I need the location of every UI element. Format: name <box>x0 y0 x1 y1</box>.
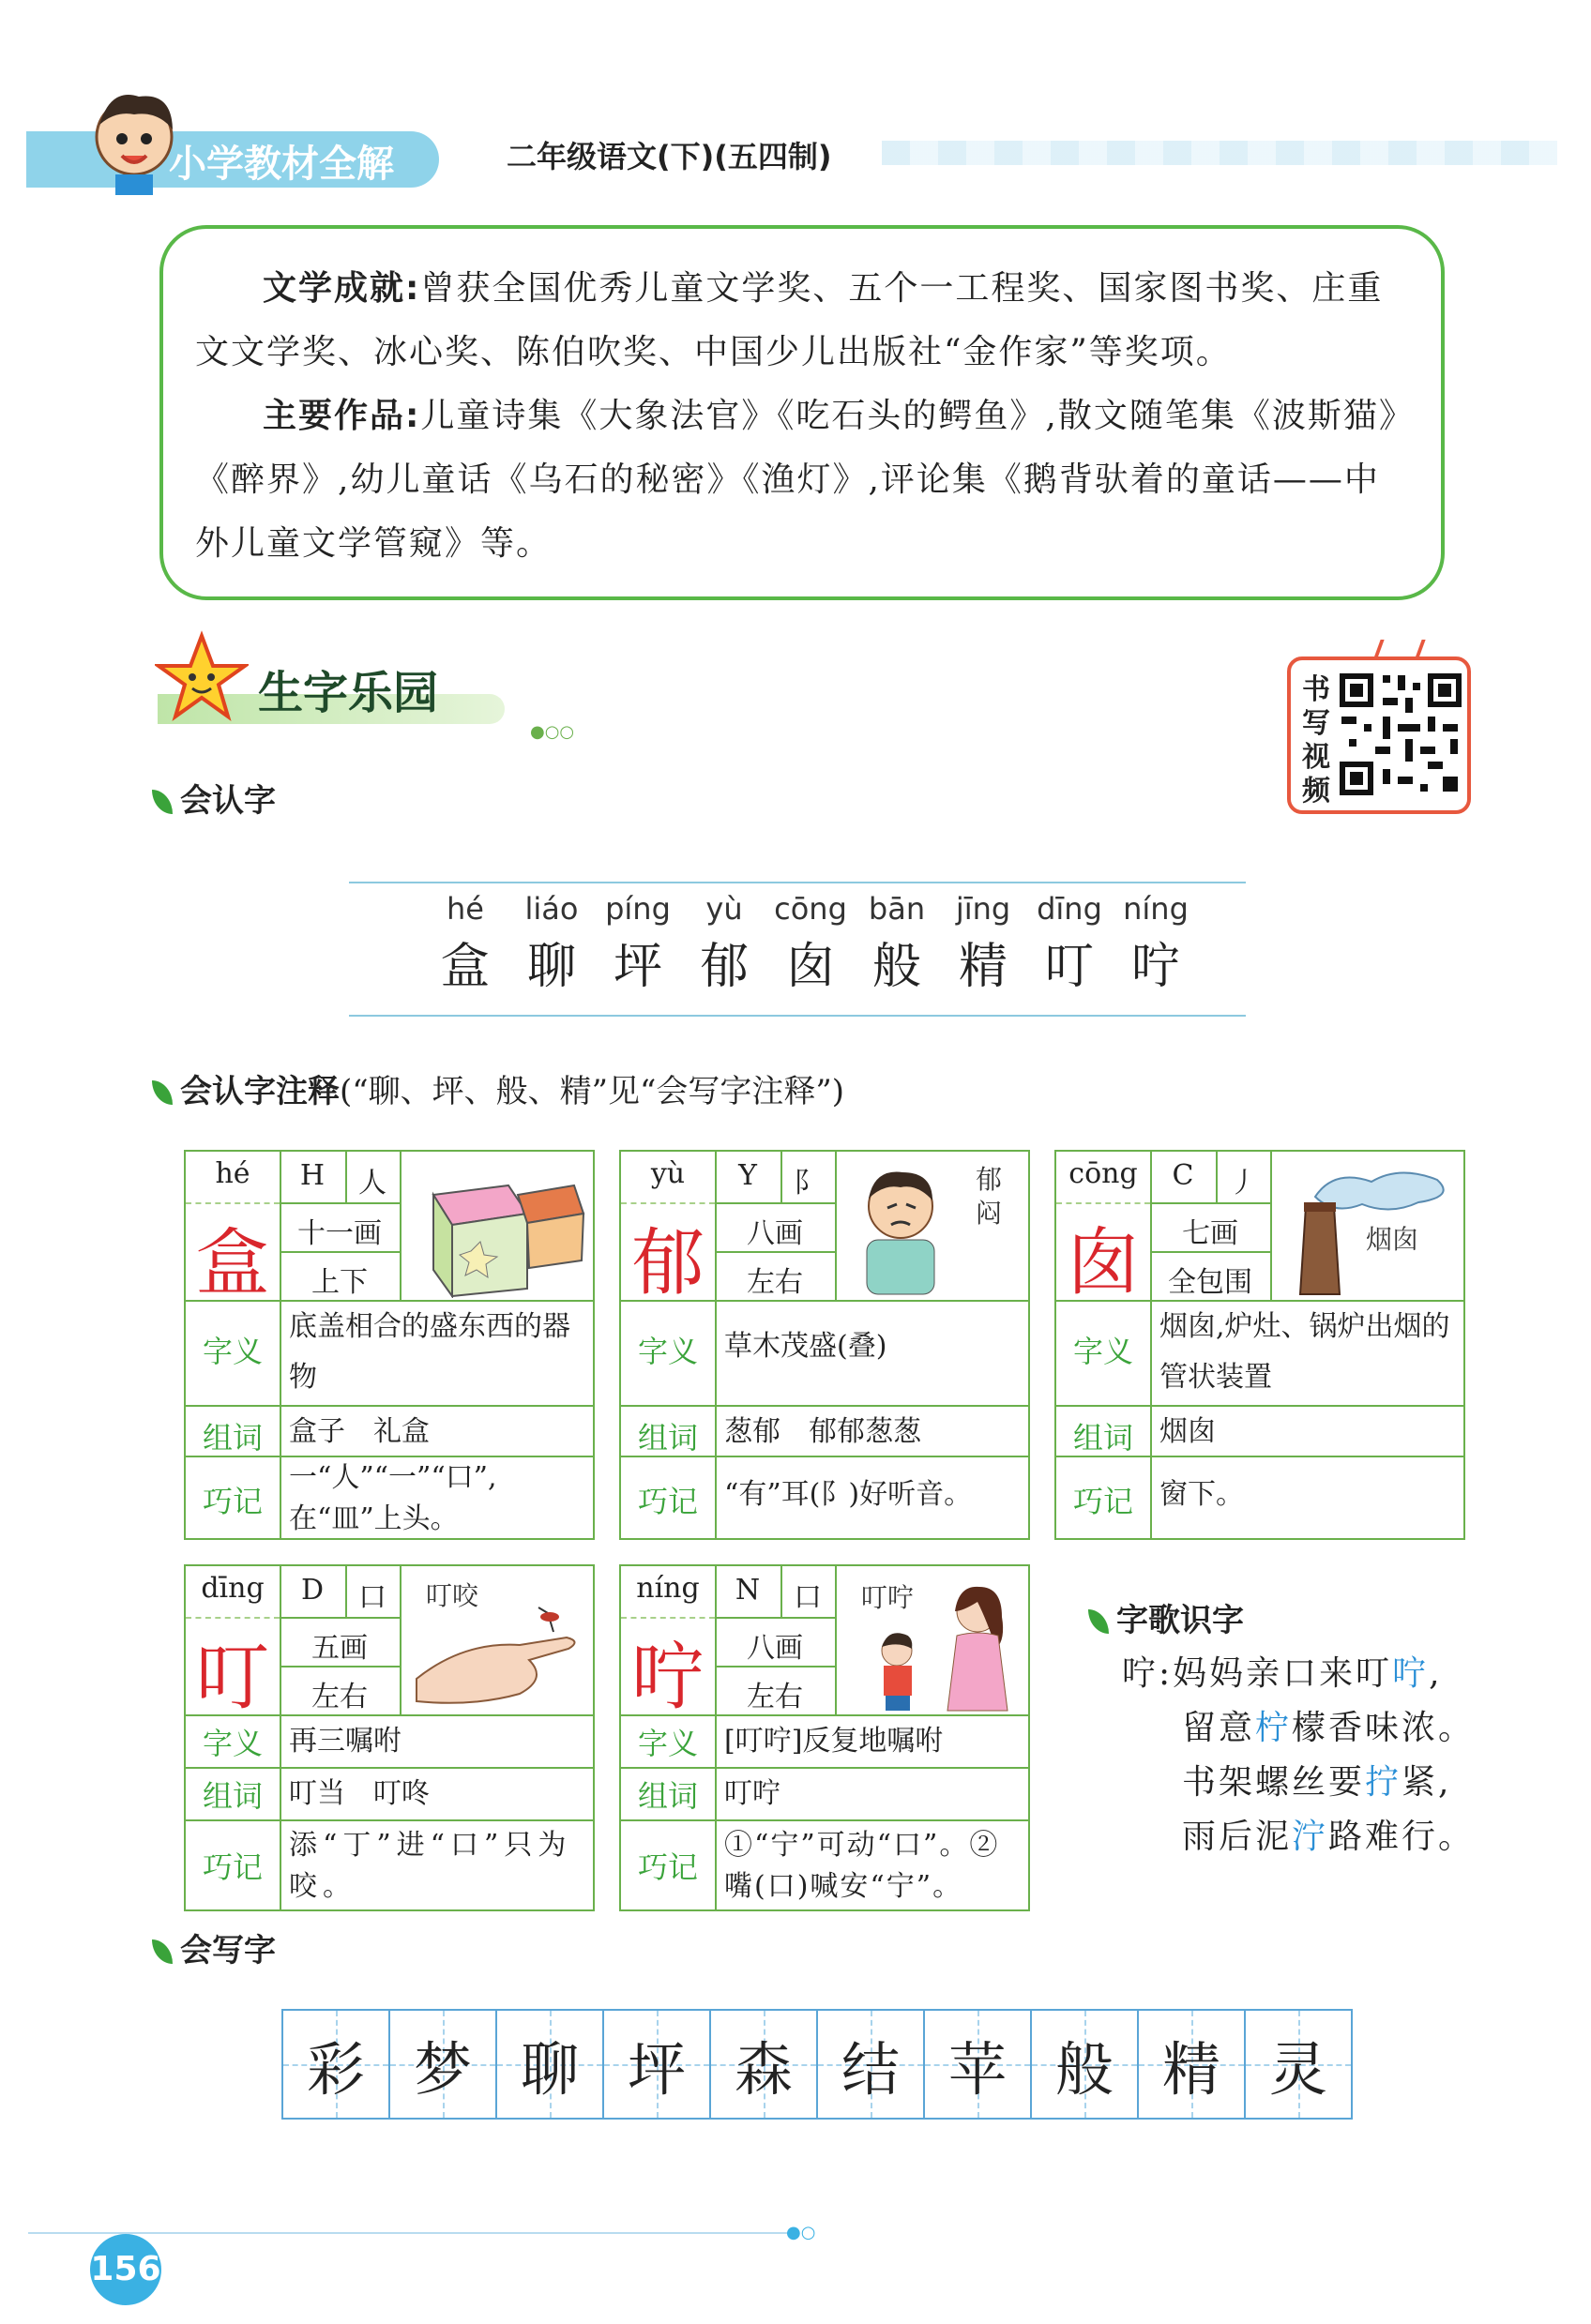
card-meaning-label: 字义 <box>1072 1334 1133 1369</box>
write-cell: 坪 <box>604 2011 711 2118</box>
card-strokes: 十一画 <box>297 1217 382 1250</box>
section-dots: ●○○ <box>530 722 575 742</box>
recognize-char-list <box>422 891 1199 997</box>
mother-child-image <box>846 1574 1024 1713</box>
brand-name: 小学教材全解 <box>169 143 394 186</box>
card-pinyin: níng <box>636 1572 700 1605</box>
leaf-icon <box>152 790 173 814</box>
card-meaning-label: 字义 <box>637 1334 698 1369</box>
qr-label: 书写视频 <box>1302 673 1330 807</box>
card-strokes: 八画 <box>747 1217 803 1250</box>
card-structure: 上下 <box>311 1266 368 1299</box>
card-words: 盒子 礼盒 <box>289 1415 430 1448</box>
card-words-label: 组词 <box>637 1778 698 1814</box>
song-line: 留意柠檬香味浓。 <box>1182 1709 1476 1747</box>
header-decoration <box>882 141 1557 165</box>
recognize-char-item: liáo 聊 <box>524 891 579 995</box>
card-letter: H <box>299 1159 326 1192</box>
recognize-char-item: hé 盒 <box>440 891 490 995</box>
char-card-yu <box>619 1150 1030 1540</box>
footer-dots: ●○ <box>786 2223 816 2242</box>
recognize-char-item: níng 咛 <box>1123 891 1189 995</box>
card-letter: D <box>300 1574 325 1607</box>
card-letter: N <box>735 1574 761 1607</box>
card-words: 叮当 叮咚 <box>289 1777 430 1810</box>
hand-mosquito-image <box>407 1604 591 1713</box>
song-line: 书架螺丝要拧紧, <box>1182 1763 1452 1802</box>
footer-line <box>28 2232 797 2234</box>
card-tip-label: 巧记 <box>202 1484 263 1519</box>
card-pinyin: dīng <box>201 1572 265 1605</box>
write-heading: 会写字 <box>152 1924 276 1970</box>
notes-heading-note: (“聊、坪、般、精”见“会写字注释”) <box>340 1073 845 1110</box>
card-strokes: 八画 <box>747 1632 803 1665</box>
works-text: 儿童诗集《大象法官》《吃石头的鳄鱼》,散文随笔集《波斯猫》《醉界》,幼儿童话《乌石的秘密》《渔灯》,评论集《鹅背驮着的童话——中外儿童文学管窥》等。 <box>195 397 1415 563</box>
qr-code-panel[interactable] <box>1287 656 1471 814</box>
card-pinyin: hé <box>215 1157 250 1190</box>
card-words: 烟囱 <box>1159 1415 1216 1448</box>
card-strokes: 七画 <box>1182 1217 1238 1250</box>
tv-antenna-icon <box>1373 640 1425 658</box>
char-card-cong <box>1054 1150 1465 1540</box>
card-image-label: 叮咬 <box>426 1580 479 1611</box>
leaf-icon <box>152 1939 173 1964</box>
card-radical: 人 <box>358 1167 386 1200</box>
card-meaning: 底盖相合的盛东西的器物 <box>289 1310 570 1394</box>
leaf-icon <box>1088 1609 1109 1634</box>
char-card-he <box>184 1150 595 1540</box>
card-big-char: 叮 <box>195 1636 269 1720</box>
recognize-char-item: cōng 囱 <box>774 891 847 995</box>
card-image-label: 叮咛 <box>861 1582 915 1613</box>
recognize-top-line <box>349 882 1246 883</box>
sad-boy-image <box>846 1159 959 1296</box>
card-tip: 一“人”“一”“口”,在“皿”上头。 <box>289 1461 497 1535</box>
card-radical: 阝 <box>794 1167 822 1200</box>
card-words-label: 组词 <box>202 1778 263 1814</box>
card-words: 叮咛 <box>724 1777 780 1810</box>
leaf-icon <box>152 1080 173 1105</box>
write-cell: 般 <box>1032 2011 1139 2118</box>
card-radical: 丿 <box>1229 1167 1257 1200</box>
card-meaning-label: 字义 <box>202 1726 263 1761</box>
card-radical: 口 <box>358 1581 386 1614</box>
card-structure: 全包围 <box>1168 1266 1252 1299</box>
card-meaning: [叮咛]反复地嘱咐 <box>724 1725 944 1758</box>
card-structure: 左右 <box>747 1681 803 1713</box>
qr-code-icon <box>1336 670 1465 799</box>
card-tip: 添“丁”进“口”只为咬。 <box>289 1829 572 1903</box>
song-line: 雨后泥泞路难行。 <box>1182 1818 1476 1856</box>
achievements-label: 文学成就: <box>263 269 421 308</box>
card-big-char: 郁 <box>630 1221 705 1305</box>
card-meaning: 再三嘱咐 <box>289 1725 402 1758</box>
song-heading: 字歌识字 <box>1088 1594 1244 1640</box>
char-card-ding <box>184 1564 595 1911</box>
card-image-label: 烟囱 <box>1366 1224 1419 1255</box>
card-meaning: 草木茂盛(叠) <box>724 1330 887 1363</box>
song-line: 咛:妈妈亲口来叮咛, <box>1122 1654 1443 1693</box>
card-tip-label: 巧记 <box>1072 1484 1133 1519</box>
card-words-label: 组词 <box>202 1420 263 1456</box>
card-words-label: 组词 <box>1072 1420 1133 1456</box>
write-grid <box>281 2009 1353 2120</box>
recognize-heading: 会认字 <box>152 775 276 821</box>
write-cell: 苹 <box>925 2011 1032 2118</box>
card-strokes: 五画 <box>311 1632 368 1665</box>
page-number: 156 <box>90 2234 161 2305</box>
card-image-label: 郁闷 <box>976 1164 1003 1229</box>
book-title: 二年级语文(下)(五四制) <box>507 139 832 174</box>
card-pinyin: cōng <box>1068 1157 1138 1190</box>
card-words: 葱郁 郁郁葱葱 <box>724 1415 921 1448</box>
card-radical: 口 <box>794 1581 822 1614</box>
gift-boxes-image <box>405 1157 589 1298</box>
star-icon <box>155 630 249 724</box>
author-info-box <box>159 225 1445 600</box>
write-cell: 聊 <box>497 2011 604 2118</box>
write-cell: 精 <box>1139 2011 1246 2118</box>
works-paragraph <box>195 385 1415 576</box>
achievements-text: 曾获全国优秀儿童文学奖、五个一工程奖、国家图书奖、庄重文文学奖、冰心奖、陈伯吹奖、中国少儿出版社“金作家”等奖项。 <box>195 269 1384 371</box>
card-letter: Y <box>738 1159 757 1192</box>
recognize-char-item: yù 郁 <box>699 891 749 995</box>
write-cell: 彩 <box>283 2011 390 2118</box>
card-letter: C <box>1172 1159 1194 1192</box>
recognize-bottom-line <box>349 1015 1246 1017</box>
card-tip-label: 巧记 <box>637 1484 698 1519</box>
recognize-char-item: bān 般 <box>868 891 926 995</box>
notes-heading: 会认字注释(“聊、坪、般、精”见“会写字注释”) <box>152 1065 844 1111</box>
card-big-char: 盒 <box>195 1221 269 1305</box>
card-tip-label: 巧记 <box>202 1849 263 1885</box>
write-cell: 森 <box>711 2011 818 2118</box>
char-card-ning <box>619 1564 1030 1911</box>
card-tip-label: 巧记 <box>637 1849 698 1885</box>
card-big-char: 囱 <box>1066 1221 1140 1305</box>
card-pinyin: yù <box>650 1157 686 1190</box>
card-tip: 窗下。 <box>1159 1478 1244 1511</box>
card-words-label: 组词 <box>637 1420 698 1456</box>
recognize-char-item: jīng 精 <box>955 891 1011 995</box>
card-meaning-label: 字义 <box>202 1334 263 1369</box>
card-tip: ①“宁”可动“口”。②嘴(口)喊安“宁”。 <box>724 1829 1000 1903</box>
works-label: 主要作品: <box>263 397 421 435</box>
card-structure: 左右 <box>747 1266 803 1299</box>
recognize-char-item: píng 坪 <box>605 891 671 995</box>
card-meaning-label: 字义 <box>637 1726 698 1761</box>
write-cell: 灵 <box>1246 2011 1351 2118</box>
card-tip: “有”耳(阝)好听音。 <box>724 1478 973 1511</box>
recognize-char-item: dīng 叮 <box>1037 891 1102 995</box>
card-big-char: 咛 <box>630 1636 705 1720</box>
card-meaning: 烟囱,炉灶、锅炉出烟的管状装置 <box>1159 1310 1450 1394</box>
card-structure: 左右 <box>311 1681 368 1713</box>
write-cell: 梦 <box>390 2011 497 2118</box>
section-title: 生字乐园 <box>258 667 439 719</box>
achievements-paragraph <box>195 257 1415 385</box>
write-cell: 结 <box>818 2011 925 2118</box>
